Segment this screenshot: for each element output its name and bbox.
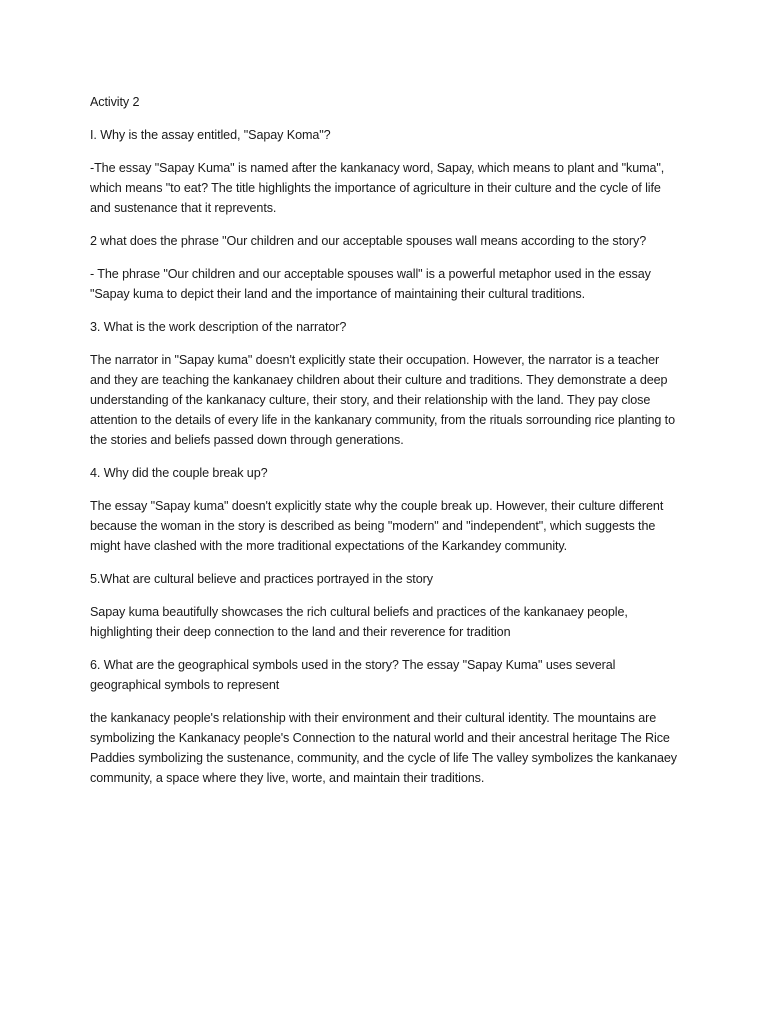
document-title: Activity 2	[90, 95, 140, 109]
document-page	[90, 92, 682, 801]
answer-1: -The essay "Sapay Kuma" is named after the kankanacy word, Sapay, which means to plant and "kuma", which means "to eat? The title highlights the importance of agriculture in their culture and the cycle of life and sustenance that it reprevents.	[90, 161, 665, 215]
answer-6: the kankanacy people's relationship with their environment and their cultural identity. The mountains are symbolizing the Kankanacy people's Connection to the natural world and their ancestral heritage The Rice Paddies symbolizing the sustenance, community, and the cycle of life The valley symbolizes the kankanaey community, a space where they live, worte, and maintain their traditions.	[90, 711, 677, 785]
question-4: 4. Why did the couple break up?	[90, 466, 268, 480]
question-6: 6. What are the geographical symbols used in the story? The essay "Sapay Kuma" uses several geographical symbols to represent	[90, 658, 616, 692]
question-2: 2 what does the phrase "Our children and our acceptable spouses wall means according to the story?	[90, 234, 647, 248]
answer-4: The essay "Sapay kuma" doesn't explicitly state why the couple break up. However, their culture different because the woman in the story is described as being "modern" and "independent", which suggests the might have clashed with the more traditional expectations of the Karkandey community.	[90, 499, 664, 553]
answer-5: Sapay kuma beautifully showcases the rich cultural beliefs and practices of the kankanaey people, highlighting their deep connection to the land and their reverence for tradition	[90, 605, 628, 639]
question-5: 5.What are cultural believe and practices portrayed in the story	[90, 572, 433, 586]
answer-2: - The phrase "Our children and our acceptable spouses wall" is a powerful metaphor used in the essay "Sapay kuma to depict their land and the importance of maintaining their cultural traditions.	[90, 267, 651, 301]
answer-3: The narrator in "Sapay kuma" doesn't explicitly state their occupation. However, the narrator is a teacher and they are teaching the kankanaey children about their culture and traditions. They demonstrate a deep understanding of the kankanacy culture, their story, and their relationship with the land. They pay close attention to the details of every life in the kankanary community, from the rituals sorrounding rice planting to the stories and beliefs passed down through generations.	[90, 353, 675, 447]
question-3: 3. What is the work description of the narrator?	[90, 320, 347, 334]
question-1: I. Why is the assay entitled, "Sapay Koma"?	[90, 128, 331, 142]
